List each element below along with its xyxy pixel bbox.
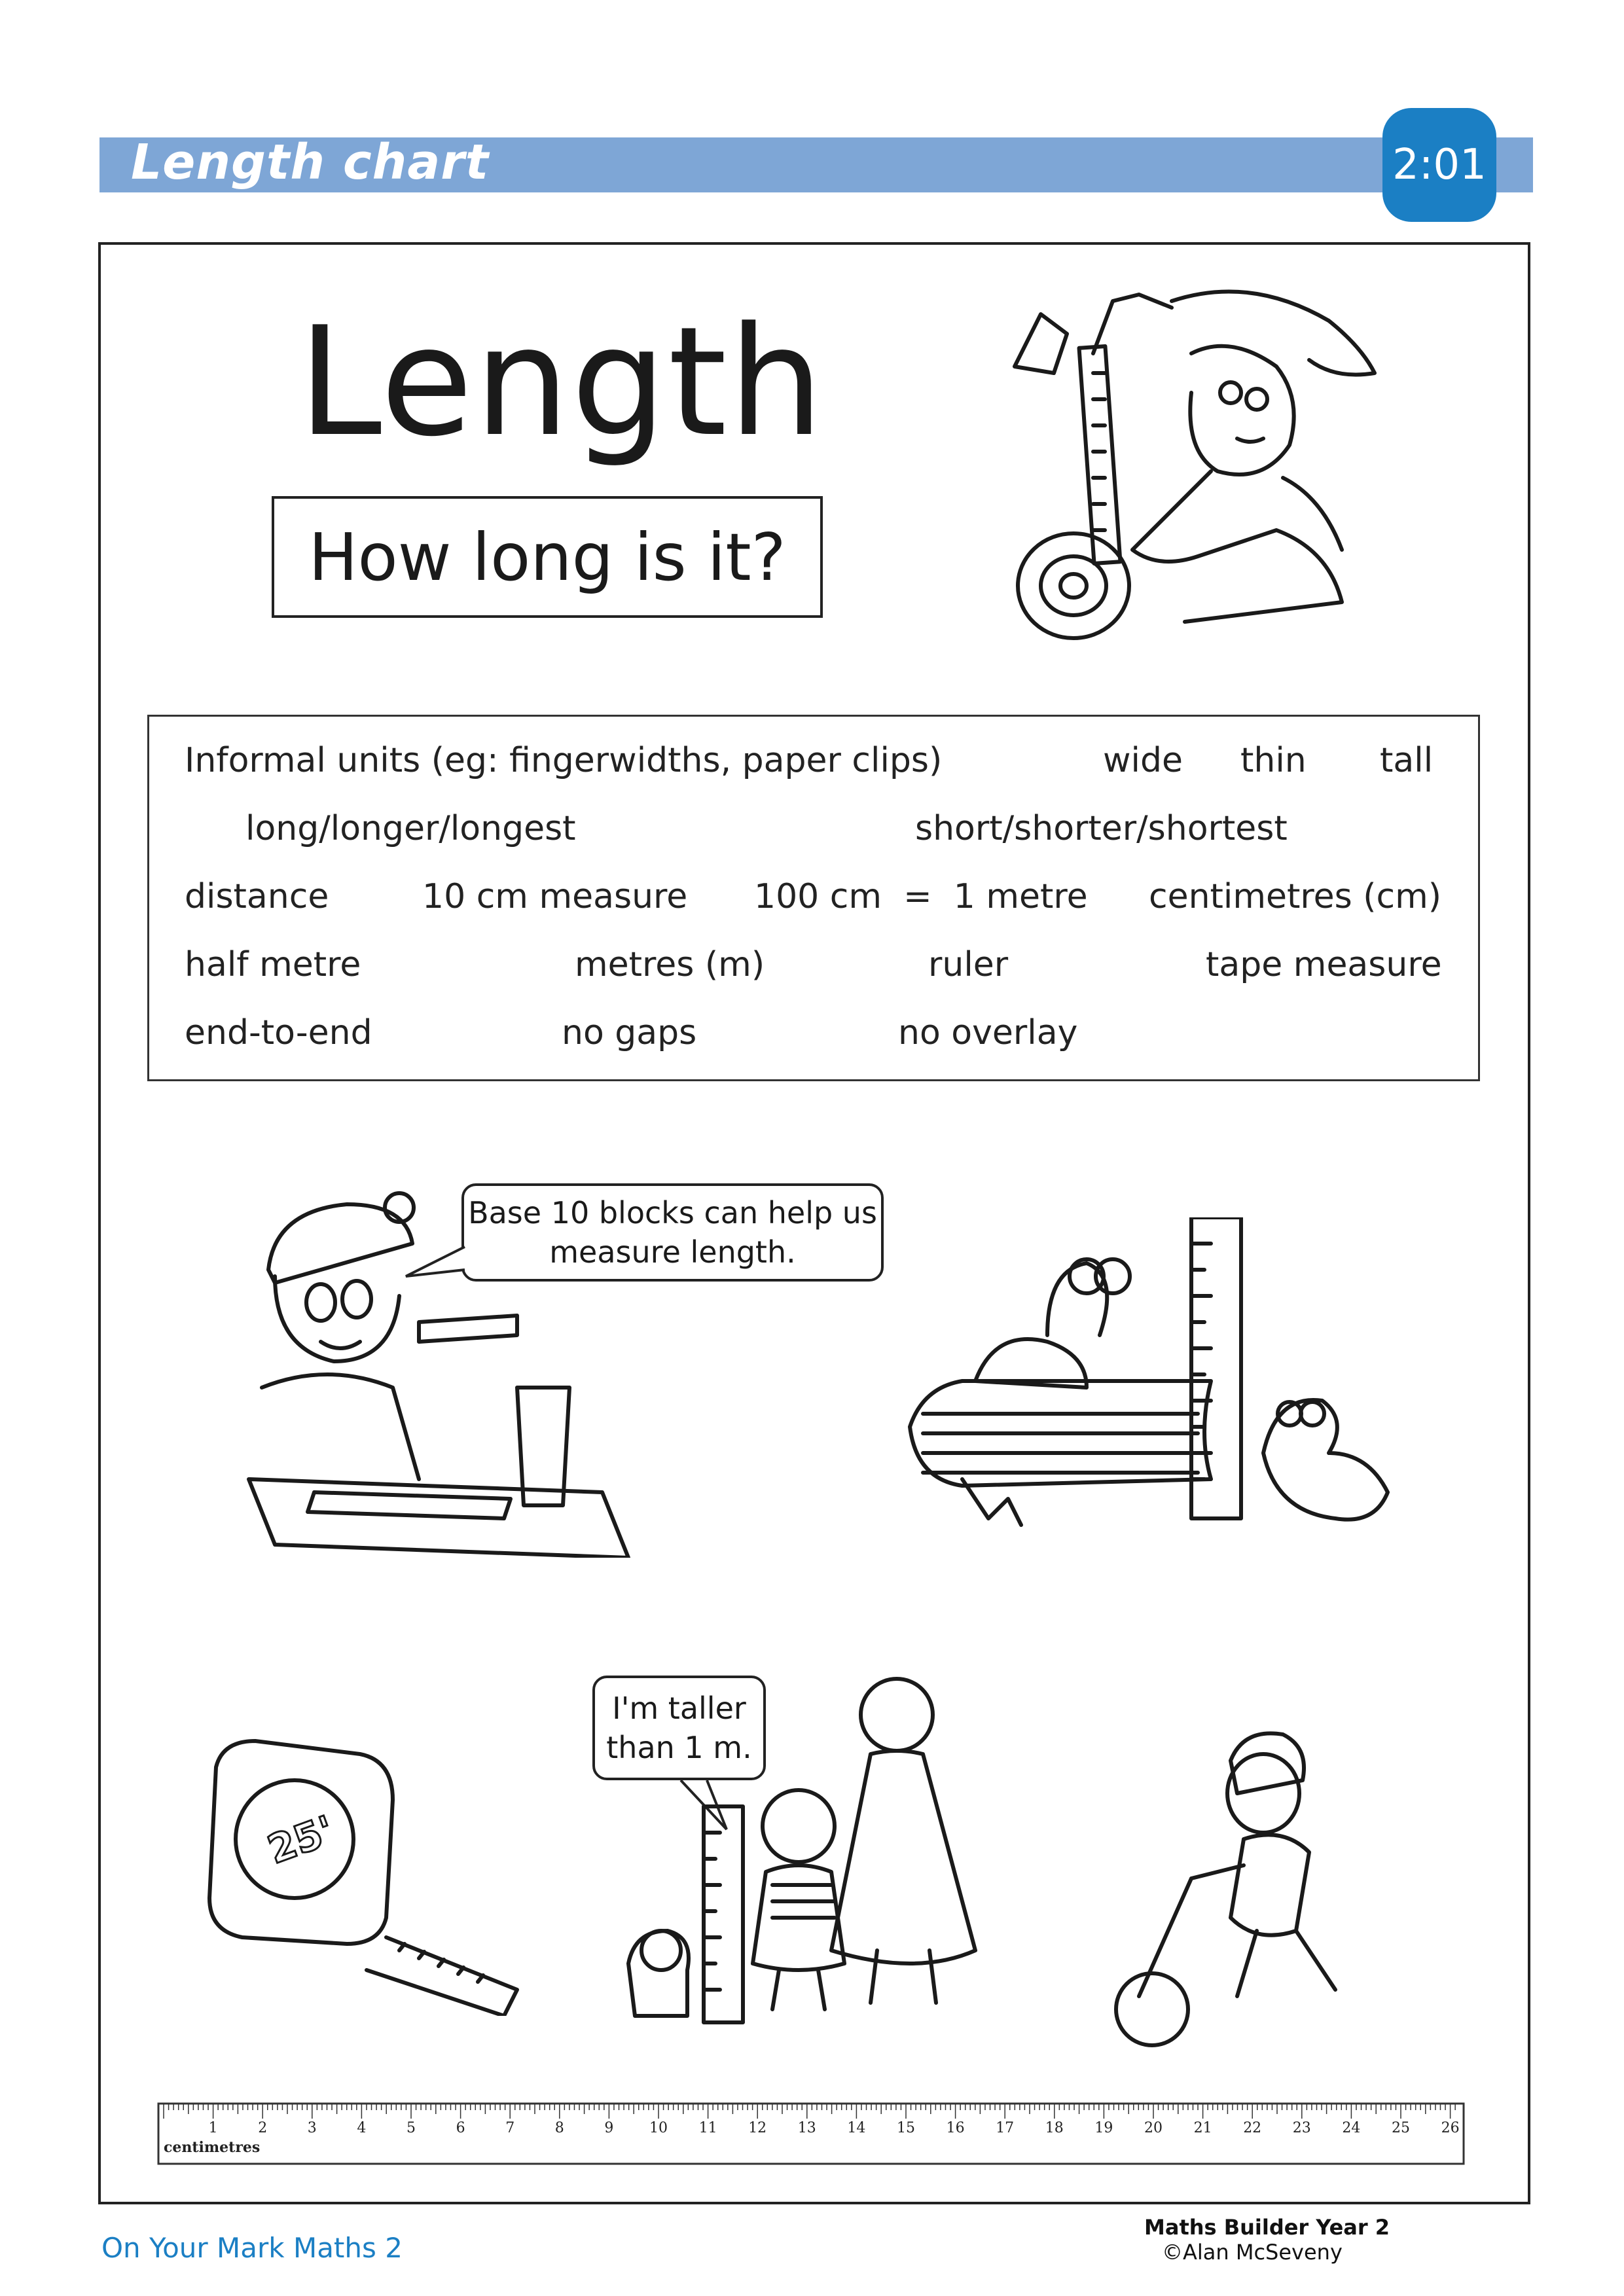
ruler-number: 9 bbox=[604, 2120, 614, 2136]
ruler-number: 17 bbox=[996, 2120, 1015, 2136]
vocab-10cm-measure: 10 cm measure bbox=[422, 877, 688, 916]
girl-dog-mum-illustration bbox=[589, 1676, 1021, 2029]
bubble-taller-line2: than 1 m. bbox=[606, 1730, 752, 1765]
ruler-number: 5 bbox=[406, 2120, 416, 2136]
footer-series-title: On Your Mark Maths 2 bbox=[101, 2232, 403, 2264]
subtitle-box bbox=[272, 496, 823, 618]
ruler-number: 22 bbox=[1243, 2120, 1262, 2136]
ruler-number: 15 bbox=[897, 2120, 915, 2136]
header-title: Length chart bbox=[131, 134, 490, 190]
ruler-number: 2 bbox=[258, 2120, 268, 2136]
vocab-tape-measure: tape measure bbox=[1206, 945, 1442, 984]
vocab-informal-units: Informal units (eg: fingerwidths, paper clips) bbox=[185, 741, 943, 780]
vocab-tall: tall bbox=[1380, 741, 1434, 780]
bubble-base10-line1: Base 10 blocks can help us bbox=[468, 1195, 877, 1230]
ruler-number: 7 bbox=[505, 2120, 515, 2136]
ruler-number: 25 bbox=[1392, 2120, 1410, 2136]
ruler-number: 20 bbox=[1144, 2120, 1163, 2136]
vocab-ruler: ruler bbox=[928, 945, 1009, 984]
vocab-no-gaps: no gaps bbox=[562, 1013, 697, 1052]
vocab-no-overlay: no overlay bbox=[898, 1013, 1078, 1052]
ruler-number: 10 bbox=[649, 2120, 668, 2136]
ruler-number: 16 bbox=[946, 2120, 965, 2136]
vocab-wide: wide bbox=[1103, 741, 1183, 780]
ruler-number: 8 bbox=[554, 2120, 564, 2136]
vocab-half-metre: half metre bbox=[185, 945, 361, 984]
vocab-distance: distance bbox=[185, 877, 329, 916]
vocab-100cm-1-metre: 100 cm = 1 metre bbox=[754, 877, 1088, 916]
tape-measure-illustration bbox=[190, 1728, 530, 2016]
ruler-number: 13 bbox=[797, 2120, 816, 2136]
ruler-number: 1 bbox=[208, 2120, 218, 2136]
centimetre-ruler bbox=[157, 2102, 1465, 2165]
ruler-number: 23 bbox=[1292, 2120, 1311, 2136]
worms-book-ruler-illustration bbox=[897, 1217, 1434, 1558]
subtitle-text: How long is it? bbox=[308, 518, 786, 596]
page-title: Length bbox=[298, 295, 825, 470]
ruler-number: 26 bbox=[1441, 2120, 1460, 2136]
vocab-metres: metres (m) bbox=[575, 945, 765, 984]
bubble-taller-line1: I'm taller bbox=[612, 1691, 746, 1726]
ruler-number: 6 bbox=[456, 2120, 465, 2136]
vocab-thin: thin bbox=[1240, 741, 1307, 780]
kid-trundle-wheel-illustration bbox=[1113, 1721, 1427, 2049]
footer-copyright: ©Alan McSeveny bbox=[1162, 2240, 1343, 2265]
ruler-number: 24 bbox=[1342, 2120, 1361, 2136]
ruler-number: 18 bbox=[1045, 2120, 1064, 2136]
ruler-unit-label: centimetres bbox=[164, 2139, 261, 2156]
footer-book-title: Maths Builder Year 2 bbox=[1144, 2215, 1390, 2240]
kid-at-desk-illustration bbox=[223, 1191, 655, 1558]
vocab-long-longer-longest: long/longer/longest bbox=[245, 809, 576, 848]
ruler-number: 14 bbox=[847, 2120, 866, 2136]
ruler-number: 11 bbox=[698, 2120, 717, 2136]
page-number-badge: 2:01 bbox=[1382, 108, 1496, 222]
ruler-number: 12 bbox=[748, 2120, 767, 2136]
ruler-number: 19 bbox=[1094, 2120, 1113, 2136]
ruler-number: 4 bbox=[357, 2120, 367, 2136]
ruler-number: 21 bbox=[1193, 2120, 1212, 2136]
vocab-end-to-end: end-to-end bbox=[185, 1013, 372, 1052]
tape-measure-label: 25' bbox=[262, 1807, 340, 1873]
ruler-number: 3 bbox=[307, 2120, 317, 2136]
vocab-centimetres: centimetres (cm) bbox=[1149, 877, 1442, 916]
bubble-base10-line2: measure length. bbox=[549, 1234, 796, 1270]
vocab-short-shorter-shortest: short/shorter/shortest bbox=[915, 809, 1288, 848]
kid-with-tape-measure-illustration bbox=[975, 275, 1394, 661]
